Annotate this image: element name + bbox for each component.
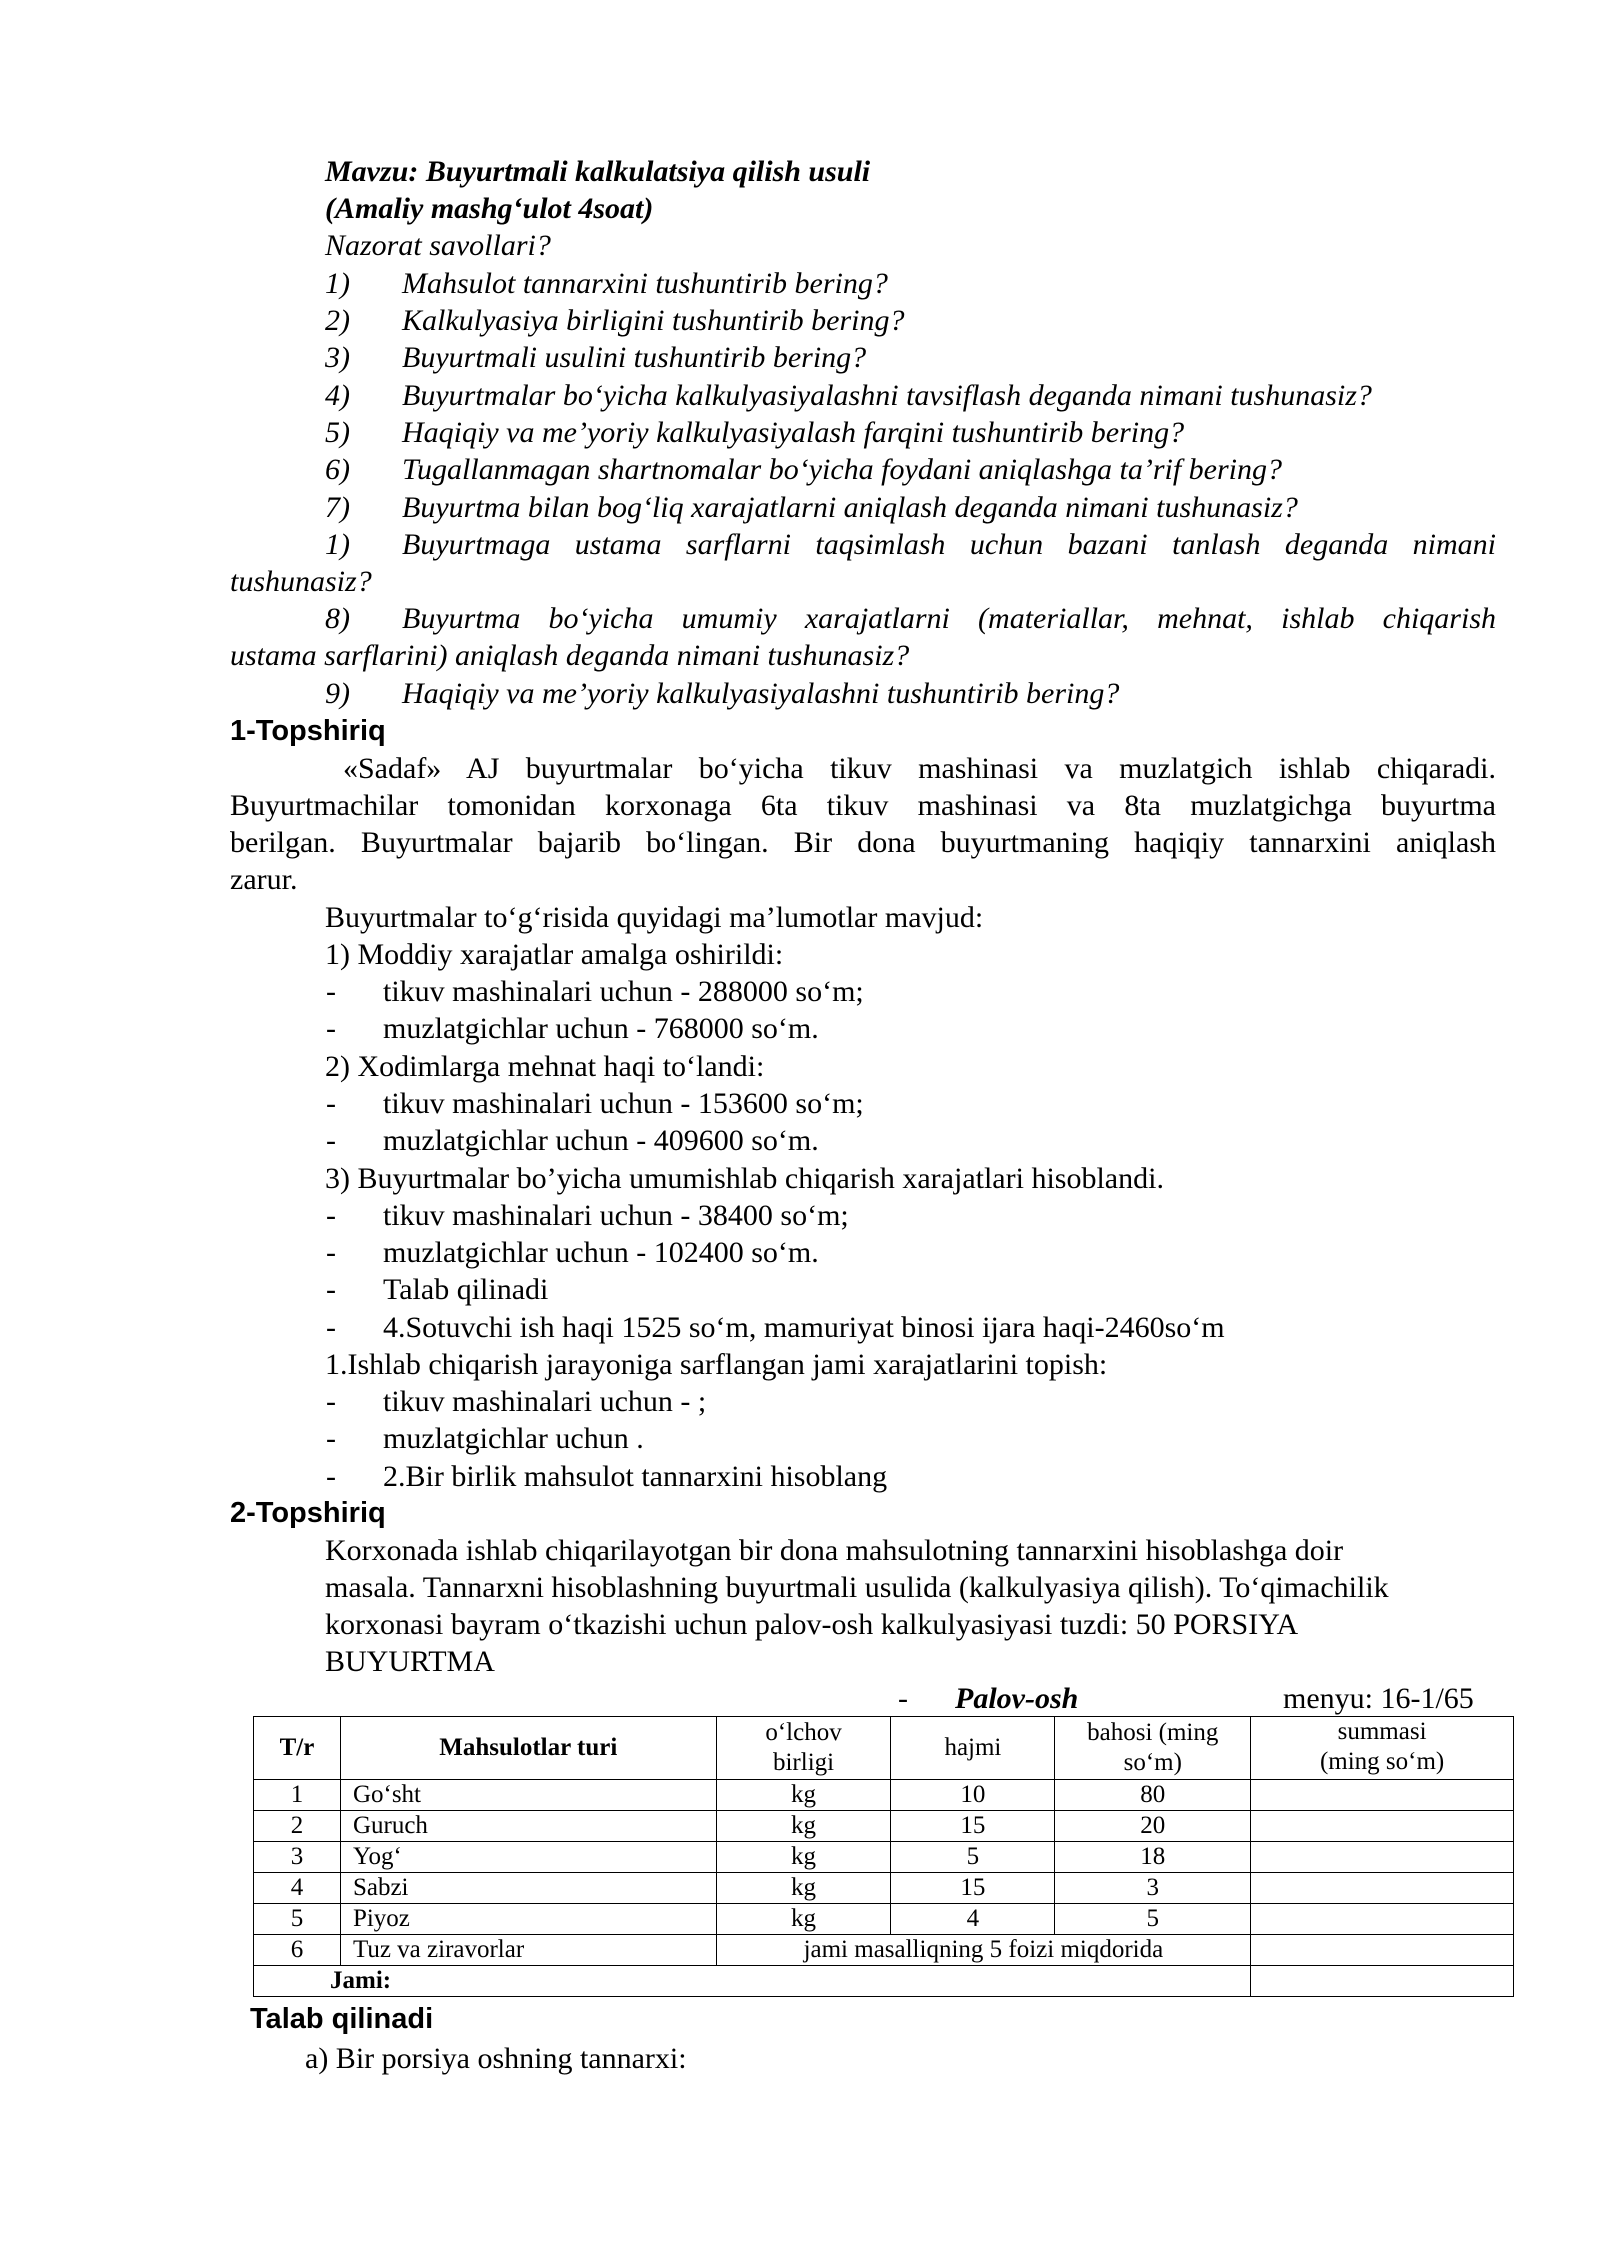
requirements-heading: Talab qilinadi <box>250 2003 434 2035</box>
cell-volume: 15 <box>891 1811 1055 1842</box>
control-questions-label: Nazorat savollari? <box>325 229 551 262</box>
task1-heading: 1-Topshiriq <box>230 715 386 747</box>
cell-price: 80 <box>1055 1780 1251 1811</box>
list-item: 2.Bir birlik mahsulot tannarxini hisoblang <box>383 1460 888 1493</box>
cell-volume: 10 <box>891 1780 1055 1811</box>
cell-volume: 15 <box>891 1873 1055 1904</box>
cell-number: 3 <box>254 1842 341 1873</box>
header-tr: T/r <box>254 1717 341 1780</box>
cell-number: 6 <box>254 1935 341 1966</box>
list-item: muzlatgichlar uchun - 102400 so‘m. <box>383 1236 819 1269</box>
list-item: tikuv mashinalari uchun - 38400 so‘m; <box>383 1199 849 1232</box>
dish-dash: - <box>898 1682 908 1715</box>
task1-section-1: 1) Moddiy xarajatlar amalga oshirildi: <box>325 938 784 971</box>
task1-section-3: 3) Buyurtmalar bo’yicha umumishlab chiqarish xarajatlari hisoblandi. <box>325 1162 1164 1195</box>
requirement-item-a: a) Bir porsiya oshning tannarxi: <box>305 2042 687 2075</box>
task2-paragraph-line: korxonasi bayram o‘tkazishi uchun palov-osh kalkulyasiyasi tuzdi: 50 PORSIYA <box>325 1608 1299 1641</box>
question-text: Buyurtmalar bo‘yicha kalkulyasiyalashni tavsiflash deganda nimani tushunasiz? <box>402 379 1372 412</box>
question-text: Kalkulyasiya birligini tushuntirib bering? <box>402 304 905 337</box>
cell-price: 3 <box>1055 1873 1251 1904</box>
task1-intro: Buyurtmalar to‘g‘risida quyidagi ma’lumotlar mavjud: <box>325 901 984 934</box>
header-sum: summasi (ming so‘m) <box>1251 1717 1514 1780</box>
list-item: tikuv mashinalari uchun - 153600 so‘m; <box>383 1087 864 1120</box>
list-dash: - <box>326 1087 336 1120</box>
list-dash: - <box>326 1273 336 1306</box>
header-product: Mahsulotlar turi <box>340 1717 716 1780</box>
cell-note: jami masalliqning 5 foizi miqdorida <box>716 1935 1251 1966</box>
cell-number: 5 <box>254 1904 341 1935</box>
question-number: 4) <box>325 379 350 412</box>
table-row <box>254 1811 1514 1842</box>
cell-price: 5 <box>1055 1904 1251 1935</box>
list-item: 4.Sotuvchi ish haqi 1525 so‘m, mamuriyat binosi ijara haqi-2460so‘m <box>383 1311 1225 1344</box>
menu-code: menyu: 16-1/65 <box>1283 1682 1474 1715</box>
list-item: muzlatgichlar uchun - 768000 so‘m. <box>383 1012 819 1045</box>
table-total-row <box>254 1966 1514 1997</box>
table-header-row <box>254 1717 1514 1780</box>
question-text: Haqiqiy va me’yoriy kalkulyasiyalash farqini tushuntirib bering? <box>402 416 1185 449</box>
task1-paragraph-line: berilgan. Buyurtmalar bajarib bo‘lingan. Bir dona buyurtmaning haqiqiy tannarxini aniqlash <box>230 826 1496 859</box>
cell-unit: kg <box>716 1873 891 1904</box>
table-row <box>254 1935 1514 1966</box>
list-item: Talab qilinadi <box>383 1273 549 1306</box>
cell-unit: kg <box>716 1780 891 1811</box>
question-number: 3) <box>325 341 350 374</box>
list-dash: - <box>326 1236 336 1269</box>
question-number: 8) <box>325 602 350 635</box>
task1-section-2: 2) Xodimlarga mehnat haqi to‘landi: <box>325 1050 765 1083</box>
list-dash: - <box>326 1311 336 1344</box>
cell-number: 1 <box>254 1780 341 1811</box>
header-price: bahosi (ming so‘m) <box>1055 1717 1251 1780</box>
question-number: 9) <box>325 677 350 710</box>
cell-product: Yog‘ <box>340 1842 716 1873</box>
cell-unit: kg <box>716 1811 891 1842</box>
cell-number: 2 <box>254 1811 341 1842</box>
question-text-continued: ustama sarflarini) aniqlash deganda nimani tushunasiz? <box>230 639 910 672</box>
task1-paragraph-line: zarur. <box>230 863 298 896</box>
cell-product: Guruch <box>340 1811 716 1842</box>
question-text: Buyurtma bilan bog‘liq xarajatlarni aniqlash deganda nimani tushunasiz? <box>402 491 1298 524</box>
cell-sum <box>1251 1811 1514 1842</box>
task1-requirement-1: 1.Ishlab chiqarish jarayoniga sarflangan jami xarajatlarini topish: <box>325 1348 1108 1381</box>
cell-sum <box>1251 1935 1514 1966</box>
cell-sum <box>1251 1873 1514 1904</box>
cell-price: 18 <box>1055 1842 1251 1873</box>
table-row <box>254 1904 1514 1935</box>
cell-product: Piyoz <box>340 1904 716 1935</box>
question-number: 1) <box>325 528 350 561</box>
question-number: 7) <box>325 491 350 524</box>
question-text-continued: tushunasiz? <box>230 565 372 598</box>
list-dash: - <box>326 975 336 1008</box>
question-text: Tugallanmagan shartnomalar bo‘yicha foydani aniqlashga ta’rif bering? <box>402 453 1283 486</box>
table-row <box>254 1780 1514 1811</box>
cell-volume: 4 <box>891 1904 1055 1935</box>
dish-title: Palov-osh <box>955 1682 1079 1715</box>
topic-title: Mavzu: Buyurtmali kalkulatsiya qilish usuli <box>325 155 871 188</box>
question-text: Buyurtmali usulini tushuntirib bering? <box>402 341 867 374</box>
list-dash: - <box>326 1124 336 1157</box>
list-item: muzlatgichlar uchun . <box>383 1422 644 1455</box>
topic-subtitle: (Amaliy mashg‘ulot 4soat) <box>325 192 654 225</box>
cell-sum <box>1251 1904 1514 1935</box>
table-row <box>254 1842 1514 1873</box>
table-row <box>254 1873 1514 1904</box>
question-number: 6) <box>325 453 350 486</box>
question-text: Mahsulot tannarxini tushuntirib bering? <box>402 267 888 300</box>
question-text: Haqiqiy va me’yoriy kalkulyasiyalashni tushuntirib bering? <box>402 677 1120 710</box>
total-value <box>1251 1966 1514 1997</box>
header-volume: hajmi <box>891 1717 1055 1780</box>
task1-paragraph-line: «Sadaf» AJ buyurtmalar bo‘yicha tikuv mashinasi va muzlatgich ishlab chiqaradi. <box>343 752 1496 785</box>
cell-product: Tuz va ziravorlar <box>340 1935 716 1966</box>
task2-heading: 2-Topshiriq <box>230 1497 386 1529</box>
list-dash: - <box>326 1422 336 1455</box>
question-number: 1) <box>325 267 350 300</box>
list-dash: - <box>326 1385 336 1418</box>
question-text: Buyurtmaga ustama sarflarni taqsimlash uchun bazani tanlash deganda nimani <box>402 528 1496 561</box>
task2-paragraph-line: BUYURTMA <box>325 1645 495 1678</box>
cell-volume: 5 <box>891 1842 1055 1873</box>
task2-paragraph-line: Korxonada ishlab chiqarilayotgan bir dona mahsulotning tannarxini hisoblashga doir <box>325 1534 1344 1567</box>
cell-unit: kg <box>716 1842 891 1873</box>
list-item: muzlatgichlar uchun - 409600 so‘m. <box>383 1124 819 1157</box>
total-label: Jami: <box>254 1966 1251 1997</box>
list-dash: - <box>326 1460 336 1493</box>
cell-number: 4 <box>254 1873 341 1904</box>
cell-sum <box>1251 1780 1514 1811</box>
cell-product: Sabzi <box>340 1873 716 1904</box>
calculation-table <box>253 1716 1514 1997</box>
list-dash: - <box>326 1012 336 1045</box>
list-item: tikuv mashinalari uchun - ; <box>383 1385 707 1418</box>
task2-paragraph-line: masala. Tannarxni hisoblashning buyurtmali usulida (kalkulyasiya qilish). To‘qimachilik <box>325 1571 1389 1604</box>
cell-unit: kg <box>716 1904 891 1935</box>
header-unit: o‘lchov birligi <box>716 1717 891 1780</box>
cell-price: 20 <box>1055 1811 1251 1842</box>
list-item: tikuv mashinalari uchun - 288000 so‘m; <box>383 975 864 1008</box>
cell-product: Go‘sht <box>340 1780 716 1811</box>
question-text: Buyurtma bo‘yicha umumiy xarajatlarni (materiallar, mehnat, ishlab chiqarish <box>402 602 1496 635</box>
question-number: 5) <box>325 416 350 449</box>
cell-sum <box>1251 1842 1514 1873</box>
list-dash: - <box>326 1199 336 1232</box>
task1-paragraph-line: Buyurtmachilar tomonidan korxonaga 6ta tikuv mashinasi va 8ta muzlatgichga buyurtma <box>230 789 1496 822</box>
question-number: 2) <box>325 304 350 337</box>
